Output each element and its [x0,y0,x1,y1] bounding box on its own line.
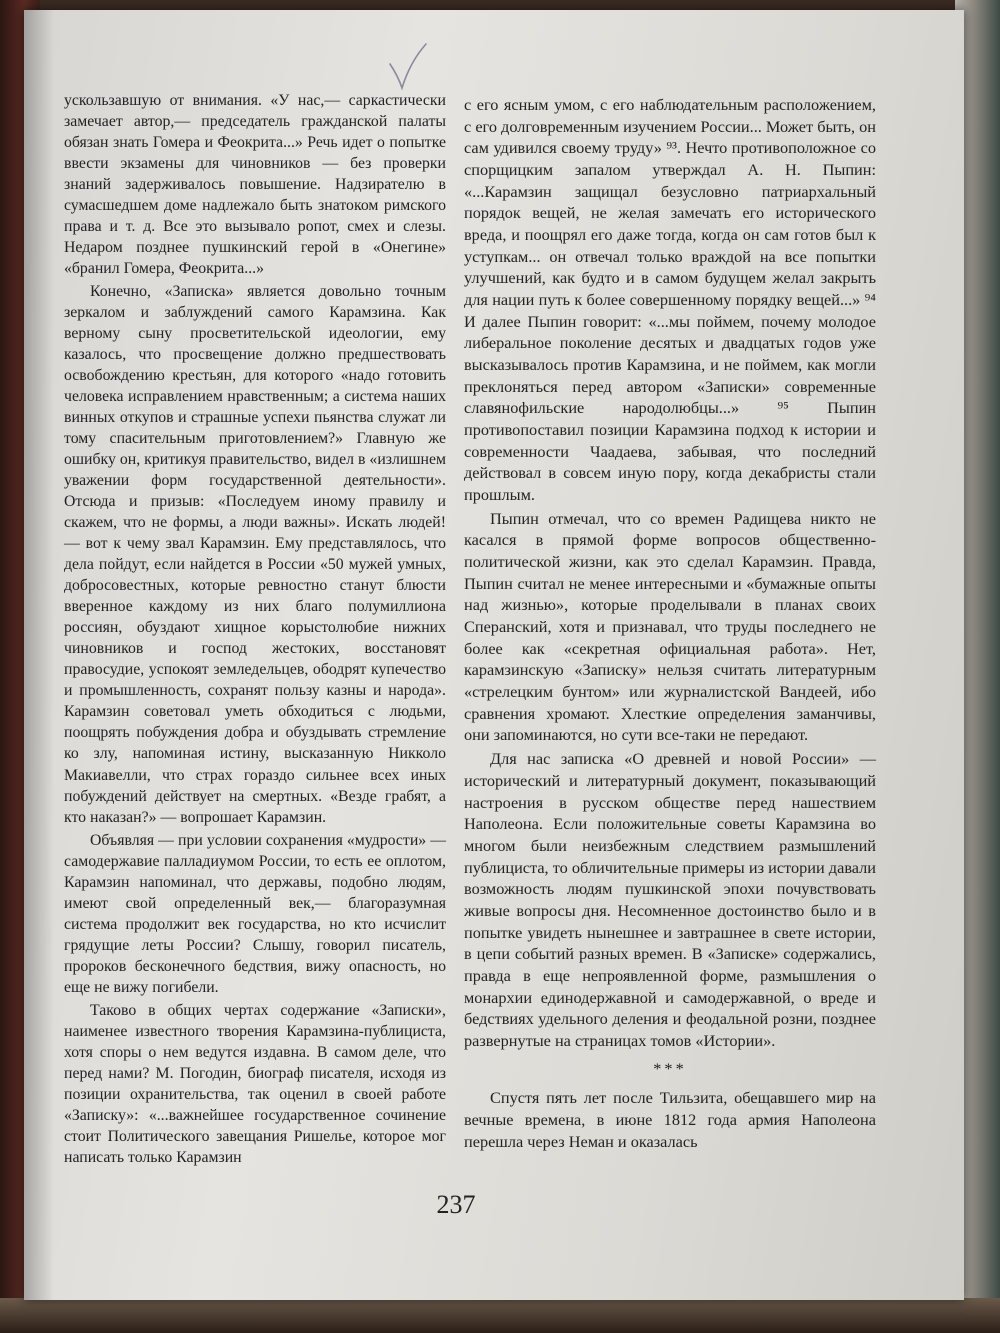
paragraph: Таково в общих чертах содержание «Записки», наименее известного творения Карамзина-публициста, хотя споры о нем ведутся издавна. В самом деле, что перед нами? М. Погодин, биограф писателя, исходя из позиции охранительства, так оценил в своей работе «Записку»: «...важнейшее государственное сочинение стоит Политического завещания Ришелье, которое мог написать только Карамзин [64,1001,446,1166]
paragraph: Спустя пять лет после Тильзита, обещавшего мир на вечные времена, в июне 1812 года армия Наполеона перешла через Неман и оказалась [464,1088,876,1151]
paragraph: ускользавшую от внимания. «У нас,— саркастически замечает автор,— председатель гражданской палаты обязан знать Гомера и Феокрита...» Речь идет о попытке ввести экзамены для чиновников — без проверки знаний задерживалось повышение. Надзирателю в сумасшедшем доме надлежало быть знатоком римского права и т. д. Все это вызывало ропот, смех и слезы. Недаром позднее пушкинский герой в «Онегине» «бранил Гомера, Феокрита...» [64,92,446,278]
section-separator: *** [653,1058,687,1078]
book-page [24,10,964,1300]
left-text-column [64,90,446,1168]
table-surface [0,1298,1000,1333]
paragraph: Для нас записка «О древней и новой России» — исторический и литературный документ, показывающий настроения в русском обществе перед нашествием Наполеона. Если положительные советы Карамзина во многом были неизбежным следствием размышлений публициста, то обличительные примеры из истории давали возможность людям пушкинской эпохи почувствовать живые вопросы дня. Несомненное достоинство было и в попытке увидеть нынешнее и завтрашнее в свете истории, в цепи событий разных времен. В «Записке» содержались, правда в еще непроявленной форме, размышления о монархии единодержавной и самодержавной, о вреде и бедствиях удельного деления и феодальной розни, позднее развернутые на страницах томов «Истории». [464,749,876,1050]
paragraph: Пыпин отмечал, что со времен Радищева никто не касался в прямой форме вопросов общественно-политической жизни, как это сделал Карамзин. Правда, Пыпин считал не менее интересными и «бумажные опыты над жизнью», которые проделывали в планах своих Сперанский, хотя и признавал, что труды последнего не более как «секретная официальная работа». Нет, карамзинскую «Записку» нельзя считать литературным «стрелецким бунтом» или журналистской Вандеей, ибо сравнения хромают. Хлесткие определения заманчивы, они запоминаются, но сути все-таки не передают. [464,508,876,745]
page-number: 237 [436,1190,476,1219]
binding-shadow [24,10,54,1300]
right-text-column [464,94,876,1152]
paragraph: Объявляя — при условии сохранения «мудрости» — самодержавие палладиумом России, то есть ее оплотом, Карамзин напоминал, что державы, подобно людям, имеют свой определенный век,— благоразумная система продолжит век государства, но кто исчислит грядущие леты России? Слышу, говорил писатель, пророков бесконечного бедствия, вижу опасность, но еще не вижу погибели. [64,831,446,996]
pencil-checkmark-icon [386,42,430,92]
paragraph: Конечно, «Записка» является довольно точным зеркалом и заблуждений самого Карамзина. Как верному сыну просветительской идеологии, ему казалось, что просвещение должно предшествовать освобождению крестьян, для которого «надо готовить человека исправлением нравственным; а система наших винных откупов и страшные успехи пьянства служат ли тому спасительным приготовлением?» Главную же ошибку он, критикуя правительство, видел в «излишнем уважении форм государственной деятельности». Отсюда и призыв: «Последуем иному правилу и скажем, что не формы, а люди важны». Искать людей! — вот к чему звал Карамзин. Ему представлялось, что дела пойдут, если найдется в России «50 мужей умных, добросовестных, которые ревностно станут блюсти вверенное каждому из них благо полумиллиона россиян, обуздают хищное корыстолюбие нижних чиновников и господ жестоких, восстановят правосудие, успокоят земледельцев, ободрят купечество и промышленность, сохранят пользу казны и народа». Карамзин советовал уметь обходиться с людьми, поощрять побуждения добра и обуздывать стремление ко злу, напоминая истину, высказанную Никколо Макиавелли, что страх гораздо сильнее всех иных побуждений действует на смертных. «Везде грабят, а кто наказан?» — вопрошает Карамзин. [64,283,446,826]
paragraph: с его ясным умом, с его наблюдательным расположением, с его долговременным изучением России... Может быть, он сам удивился своему труду» ⁹³. Нечто противоположное со спорщицким запалом утверждал А. Н. Пыпин: «...Карамзин защищал безусловно патриархальный порядок вещей, не желая замечать его исторического вреда, и поощрял его даже тогда, когда он сам готов был к уступкам... он отвечал только враждой на все попытки улучшений, как будто и в самом будущем желал закрыть для нации путь к более совершенному порядку вещей...» ⁹⁴ И далее Пыпин говорит: «...мы поймем, почему молодое либеральное поколение десятых и двадцатых годов уже высказывалось против Карамзина, и не поймем, как могли преклоняться перед автором «Записки» современные славянофильские народолюбцы...» ⁹⁵ Пыпин противопоставил позиции Карамзина подход к истории и современности Чаадаева, забывая, что последний действовал в совсем иную пору, когда декабристы стали прошлым. [464,95,876,505]
